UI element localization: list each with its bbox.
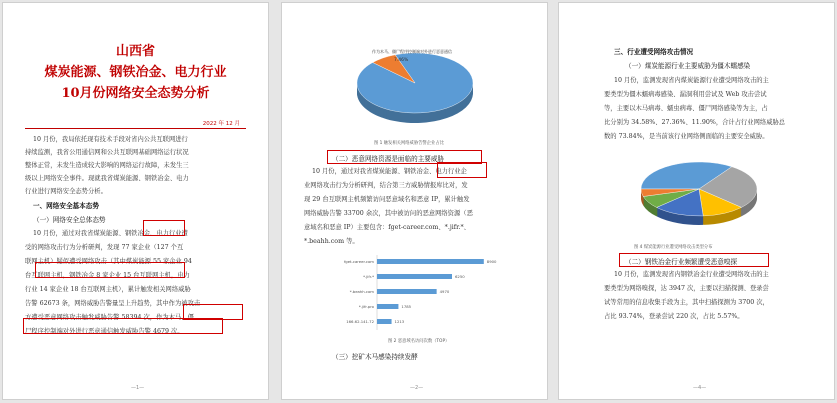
pie2-caption: 图 4 煤炭能源行业遭受网络攻击类型分布 (634, 245, 713, 250)
bar-value-label: 6250 (455, 274, 465, 280)
subsection-heading: （二）恶意网络资源是面临的主要威胁 (332, 155, 445, 163)
title-line-1: 山西省 (115, 44, 155, 59)
bar-category-label: fget-career.com (343, 259, 374, 265)
pie-chart-1 (282, 3, 548, 153)
body-line: 方遭受恶意网络攻击触发威胁告警 58394 次，作为木马、僵 (25, 314, 194, 321)
bar-value-label: 1785 (401, 304, 412, 310)
title-rule (25, 128, 246, 129)
body-line: 等，主要以木马病毒、蠕虫病毒、僵尸网络感染等为主，占 (604, 105, 768, 112)
title-line-3: 10月份网络安全态势分析 (61, 86, 210, 101)
highlight-box (23, 318, 223, 334)
body-line: 比分别为 34.58%、27.36%、11.90%，合计占行业网络威胁总 (604, 119, 786, 126)
pie1-label: 作为木马、僵尸程序控制端对外进行恶意通信 (372, 49, 452, 54)
bar-category-label: *.beahh.com (349, 289, 374, 295)
body-line: 要类型为僵木蠕病毒感染、漏洞利用尝试及 Web 攻击尝试 (604, 91, 767, 98)
bar-category-label: *.jifr.pro (358, 304, 374, 310)
intro-line: 整体正常，未发生造成较大影响的网络运行故障，未发生三 (25, 162, 189, 169)
body-line: 10 月份，监测发现省内钢铁冶金行业遭受网络攻击的主 (614, 271, 769, 278)
body-line: 现 29 台互联网主机频繁访问恶意域名和恶意 IP，累计触发 (304, 196, 470, 203)
body-line: 尸程序控制端对外进行恶意通信触发威胁告警 4679 次。 (25, 328, 184, 335)
intro-line: 行业进行网络安全态势分析。 (25, 188, 107, 195)
body-line: 占比 93.74%，登录尝试 220 次，占比 5.57%。 (604, 313, 744, 320)
pie1-pct: 7.46% (394, 58, 409, 63)
subsection-heading: （二）钢铁冶金行业频繁遭受恶意嗅探 (625, 258, 738, 266)
intro-line: 级以上网络安全事件。现就我省煤炭能源、钢铁冶金、电力 (25, 175, 189, 182)
section-heading-1: 一、网络安全基本态势 (33, 202, 99, 210)
page-number: —1— (131, 385, 145, 391)
highlight-box (437, 162, 487, 178)
body-line: 10 月份，通过对我省煤炭能源、钢铁冶金、电力行业企 (312, 168, 467, 175)
body-line: 试等常用的信息收集手段为主，其中扫描探测为 3700 次， (604, 299, 769, 306)
bar-chart (282, 253, 548, 343)
subsection-heading: （一）网络安全总体态势 (33, 216, 106, 224)
page-number: —2— (410, 385, 424, 391)
bar (377, 319, 392, 324)
bar (377, 304, 398, 309)
body-line: 10 月份，监测发现省内煤炭能源行业遭受网络攻击的主 (614, 77, 769, 84)
title-line-2: 煤炭能源、钢铁冶金、电力行业 (44, 65, 227, 80)
page-1 (2, 2, 269, 400)
body-line: 告警 62673 条，网络威胁告警量呈上升趋势，其中作为被攻击 (25, 300, 201, 307)
body-line: 10 月份，通过对我省煤炭能源、钢铁冶金、电力行业遭 (33, 230, 188, 237)
bar-category-label: 166.62.141.72 (346, 319, 374, 325)
page-number: —4— (693, 385, 707, 391)
highlight-box (35, 262, 185, 278)
highlight-box (619, 253, 769, 267)
body-line: 意域名和恶意 IP）主要包含：fget-career.com、*.jifr.*、 (304, 224, 470, 231)
bar-value-label: 4970 (439, 289, 450, 295)
bar-value-label: 1213 (394, 319, 405, 325)
body-line: 行业 14 家企业 18 台互联网主机），累计触发相关网络威胁 (25, 286, 191, 293)
body-line: 要类型为网络嗅探，达 3947 次，主要以扫描探测、登录尝 (604, 285, 769, 292)
highlight-box (143, 220, 185, 236)
body-line: 业网络攻击行为分析研判，结合第三方威胁情报库比对，发 (304, 182, 468, 189)
bar (377, 274, 452, 279)
body-line: 联网主机）疑似遭受网络攻击（其中煤炭能源 55 家企业 94 (25, 258, 192, 265)
pie-chart-2 (559, 143, 835, 243)
body-line: *.beahh.com 等。 (304, 238, 359, 245)
subsection-heading: （三）挖矿木马感染持续发酵 (332, 353, 418, 361)
bar-caption: 图 2 恶意域名访问次数（TOP） (388, 339, 450, 344)
body-line: 台互联网主机，钢铁冶金 8 家企业 15 台互联网主机，电力 (25, 272, 190, 279)
intro-line: 持续监测，我省公用通信网和公共互联网基础网络运行状况 (25, 149, 189, 156)
subsection-heading: （一）煤炭能源行业主要威胁为僵木蠕感染 (625, 62, 751, 70)
body-line: 数的 73.84%，是当前该行业网络侧面临的主要安全威胁。 (604, 133, 769, 140)
page-3 (558, 2, 835, 400)
bar (377, 259, 484, 264)
section-heading: 三、行业遭受网络攻击情况 (614, 48, 694, 56)
pie1-caption: 图 1 触发相关网络威胁告警企业占比 (374, 141, 444, 146)
bar-category-label: *.jifr.* (363, 274, 374, 280)
intro-line: 10 月份，我局依托现有技术手段对省内公共互联网进行 (33, 136, 188, 143)
report-date: 2022 年 12 月 (202, 121, 240, 127)
body-line: 网络威胁告警 33700 余次，其中被访问的恶意网络资源（恶 (304, 210, 473, 217)
bar (377, 289, 437, 294)
body-line: 受的网络攻击行为分析研判，发现 77 家企业（127 个互 (25, 244, 184, 251)
bar-value-label: 8900 (486, 259, 497, 265)
page-2 (281, 2, 548, 400)
